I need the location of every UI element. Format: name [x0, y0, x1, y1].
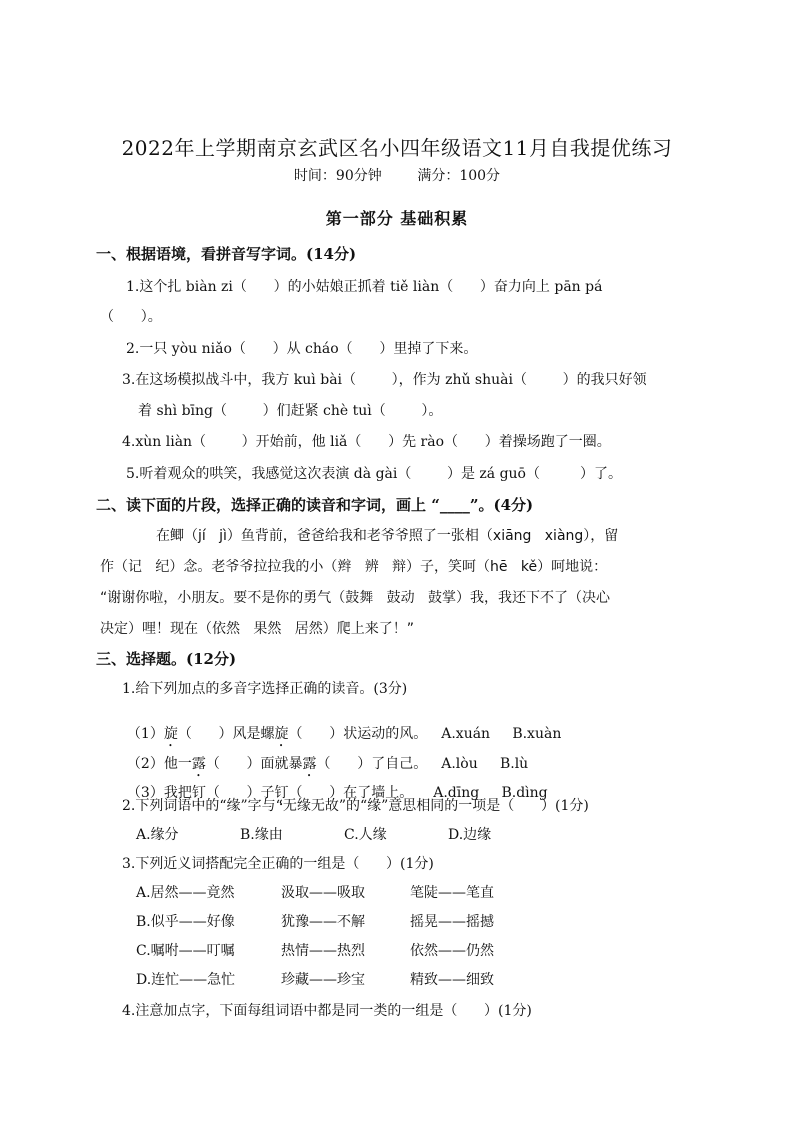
s1-line-2: （ ）。: [100, 309, 162, 325]
q1-row-1-mid-2: （ ）状运动的风。: [288, 726, 428, 742]
s2-passage-line-2: 作（记 纪）念。老爷爷拉拉我的小（辫 辨 辩）子，笑呵（hē kě）呵地说：: [100, 559, 608, 575]
q3-option-b-1: B.似乎——好像: [136, 914, 235, 930]
q2-stem: 2.下列词语中的“缘”字与“无缘无故”的“缘”意思相同的一项是（ ）(1分): [122, 798, 589, 814]
s1-line-6: 4.xùn liàn（ ）开始前，他 liǎ（ ）先 rào（ ）着操场跑了一圈。: [122, 434, 611, 450]
q3-option-d-2: 珍藏——珍宝: [281, 972, 365, 988]
q3-option-d-3: 精致——细致: [410, 972, 494, 988]
section2-heading: 二、读下面的片段，选择正确的读音和字词，画上 “____”。(4分): [96, 496, 534, 514]
q1-row-2-mid-1: （ ）面就暴: [205, 756, 303, 772]
q2-option-a: A.缘分: [136, 827, 179, 843]
q3-option-c-1: C.嘱咐——叮嘱: [136, 943, 235, 959]
s1-line-1: 1.这个扎 biàn zi（ ）的小姑娘正抓着 tiě liàn（ ）奋力向上 pān pá: [126, 279, 603, 295]
exam-time-score: 时间：90分钟 满分：100分: [293, 168, 501, 184]
q3-option-d-1: D.连忙——急忙: [136, 972, 236, 988]
q3-option-c-3: 依然——仍然: [410, 943, 494, 959]
q1-row-3-mid-1: （ ）子: [205, 785, 275, 801]
q3-option-a-2: 汲取——吸取: [281, 885, 365, 901]
q3-option-c-2: 热情——热烈: [281, 943, 365, 959]
q1-stem: 1.给下列加点的多音字选择正确的读音。(3分): [122, 681, 408, 697]
q2-option-c: C.人缘: [344, 827, 387, 843]
q3-option-b-3: 摇晃——摇撼: [410, 914, 494, 930]
q3-option-b-2: 犹豫——不解: [281, 914, 365, 930]
q1-row-1-mid-1: （ ）风是螺: [177, 726, 275, 742]
s1-line-7: 5.听着观众的哄笑，我感觉这次表演 dà gài（ ）是 zá guō（ ）了。: [126, 466, 623, 482]
q1-row-3-num: （3）: [126, 785, 164, 801]
q1-row-2-char-1: 露: [191, 756, 206, 772]
q3-stem: 3.下列近义词搭配完全正确的一组是（ ）(1分): [122, 856, 434, 872]
section1-heading: 一、根据语境，看拼音写字词。(14分): [96, 245, 357, 263]
q1-row-2-num: （2）: [126, 756, 164, 772]
q2-option-d: D.边缘: [448, 827, 492, 843]
q4-stem: 4.注意加点字，下面每组词语中都是同一类的一组是（ ）(1分): [122, 1003, 532, 1019]
s2-passage-line-4: 决定）哩！现在（依然 果然 居然）爬上来了！”: [100, 621, 414, 637]
s2-passage-line-3: “谢谢你啦，小朋友。要不是你的勇气（鼓舞 鼓动 鼓掌）我，我还下不了（决心: [100, 590, 610, 606]
s2-passage-line-1: 在鲫（jí jì）鱼背前，爸爸给我和老爷爷照了一张相（xiāng xiàng），留: [156, 528, 619, 544]
q1-row-2-mid-2: （ ）了自己。: [316, 756, 428, 772]
s1-line-3: 2.一只 yòu niǎo（ ）从 cháo（ ）里掉了下来。: [126, 341, 478, 357]
q1-row-2-lead: 他一: [163, 756, 192, 772]
q1-row-3-mid-2: （ ）在了墙上。: [288, 785, 414, 801]
q1-row-3-char-2: 钉: [274, 785, 289, 801]
part-heading: 第一部分 基础积累: [325, 209, 469, 228]
q2-option-b: B.缘由: [240, 827, 283, 843]
q1-row-3-lead: 我把: [163, 785, 192, 801]
section3-heading: 三、选择题。(12分): [96, 650, 237, 668]
q1-row-1-options: A.xuán B.xuàn: [441, 726, 562, 742]
q3-option-a-1: A.居然——竟然: [136, 885, 235, 901]
exam-title: 2022年上学期南京玄武区名小四年级语文11月自我提优练习: [121, 136, 673, 160]
q1-row-1-char-2: 旋: [274, 726, 289, 742]
q1-row-1-num: （1）: [126, 726, 164, 742]
q1-row-1-char-1: 旋: [163, 726, 178, 742]
q3-option-a-3: 笔陡——笔直: [410, 885, 494, 901]
s1-line-5: 着 shì bīng（ ）们赶紧 chè tuì（ ）。: [138, 403, 443, 419]
q1-row-2-char-2: 露: [302, 756, 317, 772]
q1-row-3-char-1: 钉: [191, 785, 206, 801]
s1-line-4: 3.在这场模拟战斗中，我方 kuì bài（ ），作为 zhǔ shuài（ ）的我只好领: [122, 372, 647, 388]
q1-row-2-options: A.lòu B.lù: [441, 756, 529, 772]
q1-row-3-options: A.dīng B.dìng: [433, 785, 548, 801]
